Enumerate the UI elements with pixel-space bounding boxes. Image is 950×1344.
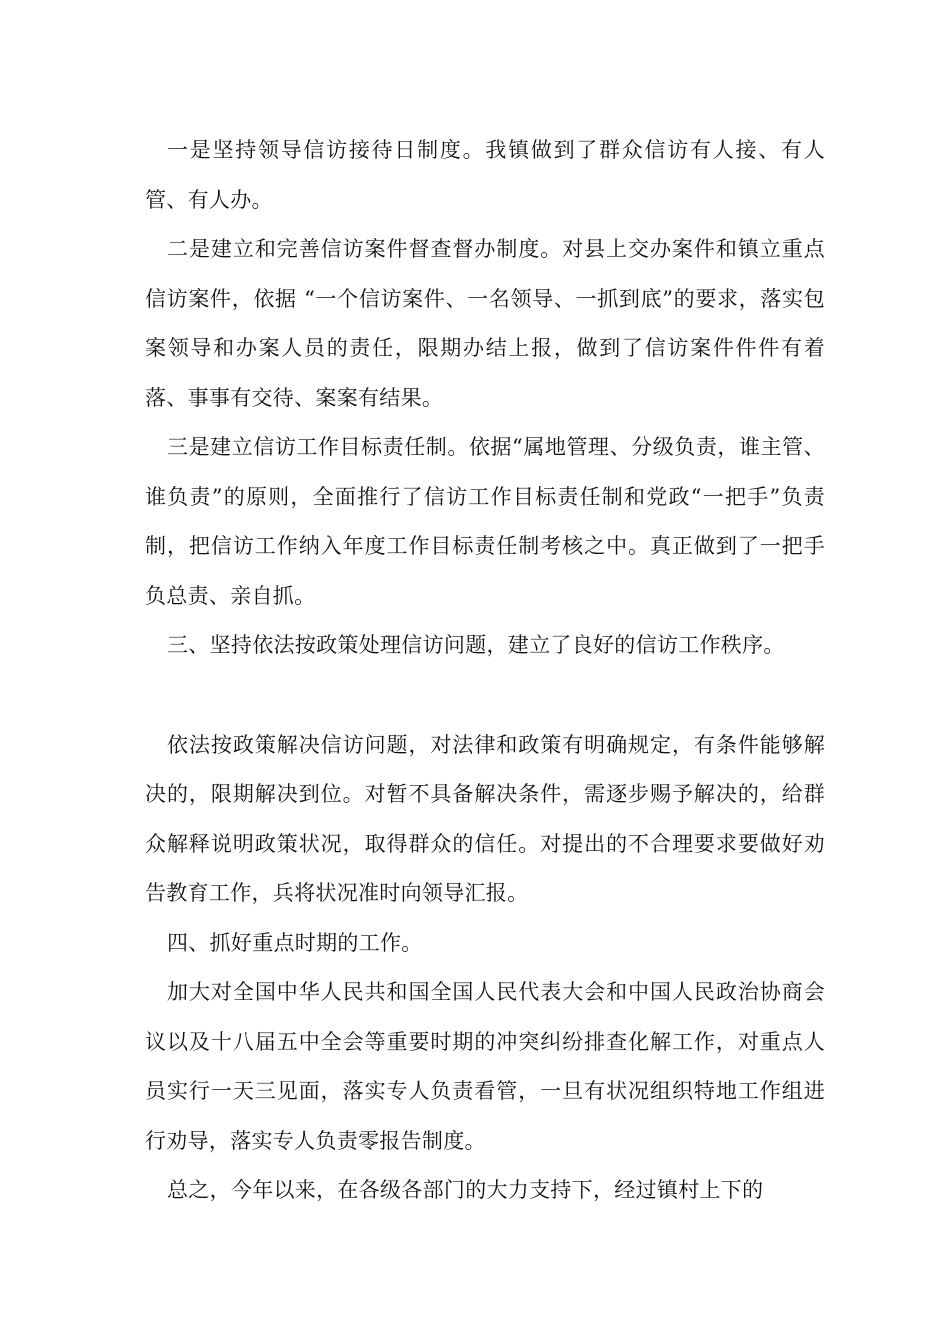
section-heading-three: 三、坚持依法按政策处理信访问题，建立了良好的信访工作秩序。: [167, 633, 785, 657]
section-heading-four: 四、抓好重点时期的工作。: [167, 930, 423, 955]
paragraph-case-supervision: 二是建立和完善信访案件督查督办制度。对县上交办案件和镇立重点信访案件，依据 “一个信访案件、一名领导、一抓到底”的要求，落实包案领导和办案人员的责任，限期办结上报，做到了信访案件件件有着落、事事有交待、案案有结果。: [145, 237, 825, 410]
paragraph-summary: 总之，今年以来，在各级各部门的大力支持下，经过镇村上下的: [167, 1178, 764, 1202]
paragraph-responsibility-system: 三是建立信访工作目标责任制。依据“属地管理、分级负责，谁主管、谁负责”的原则，全面推行了信访工作目标责任制和党政“一把手”负责制，把信访工作纳入年度工作目标责任制考核之中。真正做到了一把手负总责、亲自抓。: [145, 435, 825, 608]
paragraph-lawful-handling: 依法按政策解决信访问题，对法律和政策有明确规定，有条件能够解决的，限期解决到位。对暂不具备解决条件，需逐步赐予解决的，给群众解释说明政策状况，取得群众的信任。对提出的不合理要求要做好劝告教育工作，兵将状况准时向领导汇报。: [145, 732, 825, 905]
paragraph-leader-reception: 一是坚持领导信访接待日制度。我镇做到了群众信访有人接、有人管、有人办。: [145, 138, 825, 212]
document-body: [145, 126, 825, 1216]
blank-line: [145, 671, 825, 721]
paragraph-key-periods: 加大对全国中华人民共和国全国人民代表大会和中国人民政治协商会议以及十八届五中全会等重要时期的冲突纠纷排查化解工作，对重点人员实行一天三见面，落实专人负责看管，一旦有状况组织特地工作组进行劝导，落实专人负责零报告制度。: [145, 980, 825, 1153]
